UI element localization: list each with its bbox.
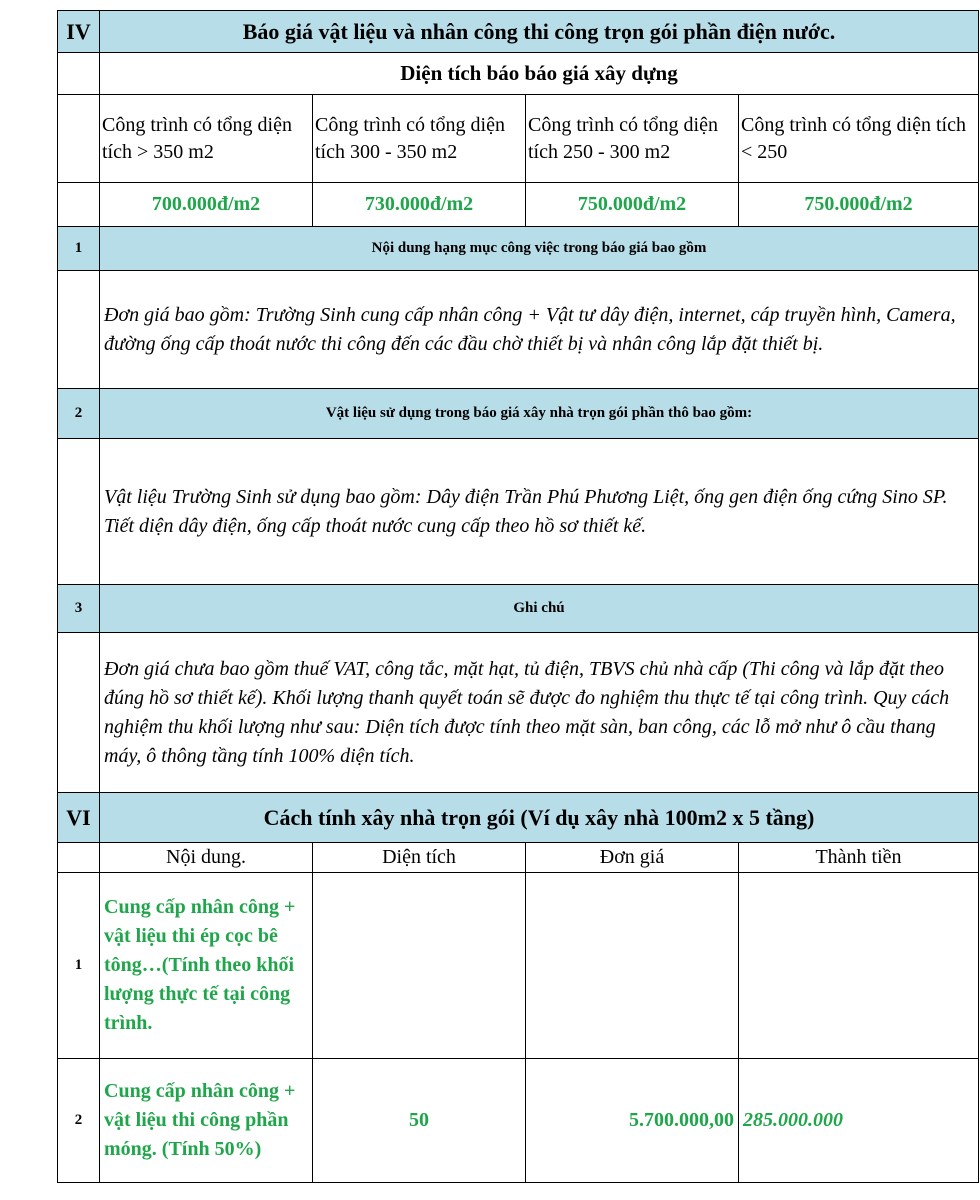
table-row (58, 873, 979, 1059)
area-cell-1: Công trình có tổng diện tích > 350 m2 (100, 95, 313, 183)
item-1-text: Đơn giá bao gồm: Trường Sinh cung cấp nhân công + Vật tư dây điện, internet, cáp truyền hình, Camera, đường ống cấp thoát nước thi công đến các đầu chờ thiết bị và nhân công lắp đặt thiết bị. (100, 271, 979, 389)
item-1-text-row (58, 271, 979, 389)
row-1-content: Cung cấp nhân công + vật liệu thi ép cọc bê tông…(Tính theo khối lượng thực tế tại công trình. (100, 873, 313, 1059)
empty-cell (58, 439, 100, 585)
row-1-unit-price (526, 873, 739, 1059)
item-2-text-row (58, 439, 979, 585)
item-3-text-row (58, 633, 979, 793)
item-1-header-row (58, 227, 979, 271)
column-header-unit-price: Đơn giá (526, 843, 739, 873)
area-row (58, 95, 979, 183)
column-header-total: Thành tiền (739, 843, 979, 873)
area-title: Diện tích báo báo giá xây dựng (100, 53, 979, 95)
price-cell-1: 700.000đ/m2 (100, 183, 313, 227)
price-cell-3: 750.000đ/m2 (526, 183, 739, 227)
item-3-heading: Ghi chú (100, 585, 979, 633)
item-1-number: 1 (58, 227, 100, 271)
row-2-area: 50 (313, 1059, 526, 1183)
item-2-number: 2 (58, 389, 100, 439)
item-2-text: Vật liệu Trường Sinh sử dụng bao gồm: Dây điện Trần Phú Phương Liệt, ống gen điện ống cứng Sino SP. Tiết diện dây điện, ống cấp thoát nước cung cấp theo hồ sơ thiết kế. (100, 439, 979, 585)
quote-table (57, 10, 979, 1183)
row-1-area (313, 873, 526, 1059)
column-header-area: Diện tích (313, 843, 526, 873)
empty-cell (58, 633, 100, 793)
empty-cell (58, 95, 100, 183)
item-1-heading: Nội dung hạng mục công việc trong báo giá bao gồm (100, 227, 979, 271)
price-cell-4: 750.000đ/m2 (739, 183, 979, 227)
column-header-content: Nội dung. (100, 843, 313, 873)
section-vi-title: Cách tính xây nhà trọn gói (Ví dụ xây nhà 100m2 x 5 tầng) (100, 793, 979, 843)
row-2-unit-price: 5.700.000,00 (526, 1059, 739, 1183)
row-2-number: 2 (58, 1059, 100, 1183)
area-cell-2: Công trình có tổng diện tích 300 - 350 m2 (313, 95, 526, 183)
empty-cell (58, 53, 100, 95)
area-cell-3: Công trình có tổng diện tích 250 - 300 m2 (526, 95, 739, 183)
table-row (58, 1059, 979, 1183)
empty-cell (58, 183, 100, 227)
item-2-header-row (58, 389, 979, 439)
item-3-header-row (58, 585, 979, 633)
item-3-number: 3 (58, 585, 100, 633)
empty-cell (58, 843, 100, 873)
section-vi-header-row (58, 793, 979, 843)
row-2-total: 285.000.000 (739, 1059, 979, 1183)
section-vi-roman: VI (58, 793, 100, 843)
row-1-total (739, 873, 979, 1059)
item-3-text: Đơn giá chưa bao gồm thuế VAT, công tắc, mặt hạt, tủ điện, TBVS chủ nhà cấp (Thi công và lắp đặt theo đúng hồ sơ thiết kế). Khối lượng thanh quyết toán sẽ được đo nghiệm thu thực tế tại công trình. Quy cách nghiệm thu khối lượng như sau: Diện tích được tính theo mặt sàn, ban công, các lỗ mở như ô cầu thang máy, ô thông tầng tính 100% diện tích. (100, 633, 979, 793)
section-iv-roman: IV (58, 11, 100, 53)
row-2-content: Cung cấp nhân công + vật liệu thi công phần móng. (Tính 50%) (100, 1059, 313, 1183)
section-iv-title: Báo giá vật liệu và nhân công thi công trọn gói phần điện nước. (100, 11, 979, 53)
empty-cell (58, 271, 100, 389)
area-cell-4: Công trình có tổng diện tích < 250 (739, 95, 979, 183)
row-1-number: 1 (58, 873, 100, 1059)
price-row (58, 183, 979, 227)
item-2-heading: Vật liệu sử dụng trong báo giá xây nhà trọn gói phần thô bao gồm: (100, 389, 979, 439)
area-title-row (58, 53, 979, 95)
section-iv-header-row (58, 11, 979, 53)
price-cell-2: 730.000đ/m2 (313, 183, 526, 227)
column-header-row (58, 843, 979, 873)
